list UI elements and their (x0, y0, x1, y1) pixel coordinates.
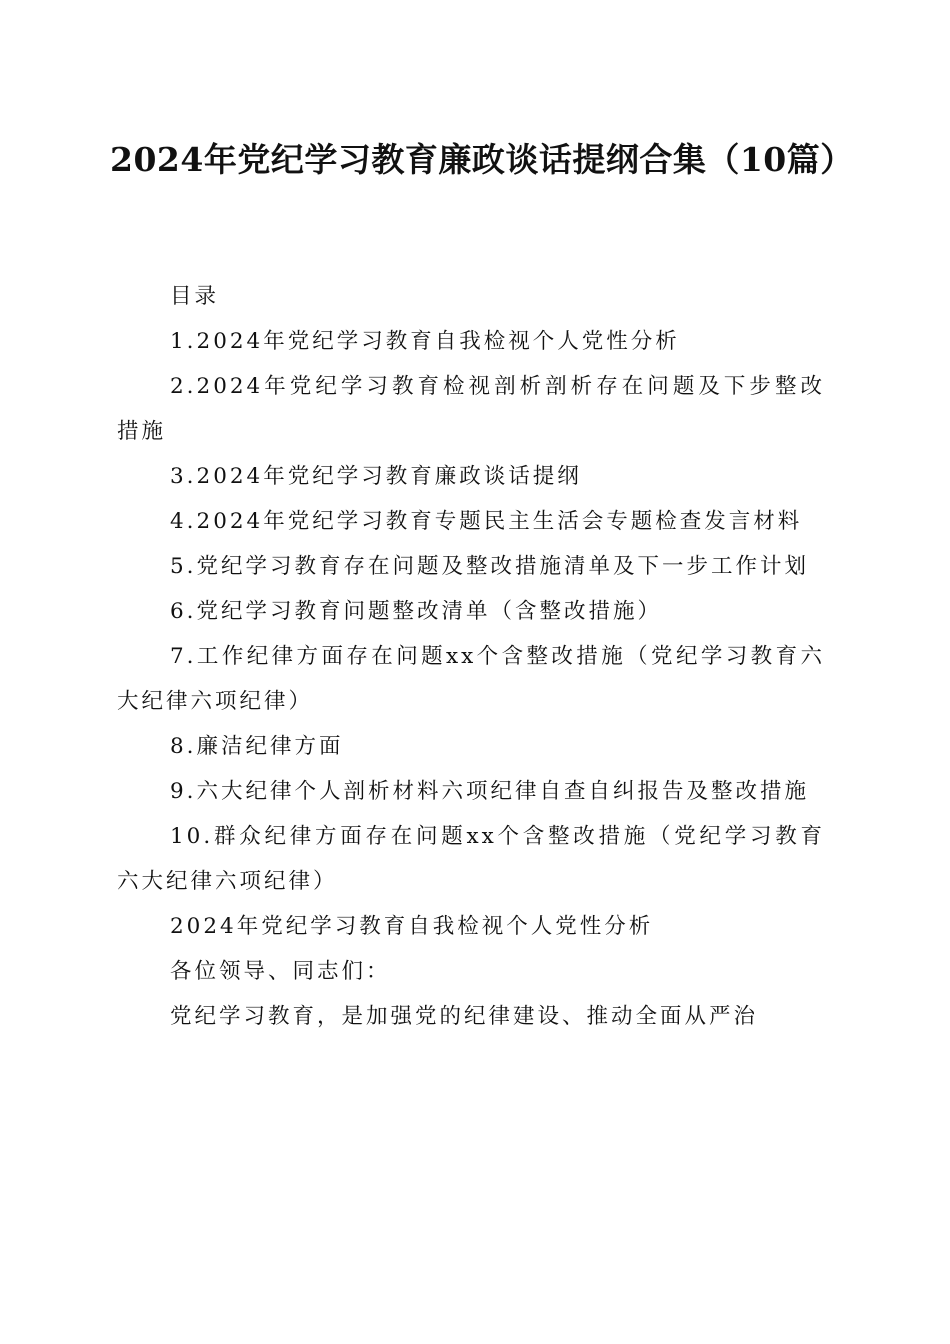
toc-item: 2.2024年党纪学习教育检视剖析剖析存在问题及下步整改措施 (117, 374, 825, 444)
document-body (117, 274, 825, 1039)
toc-item: 5.党纪学习教育存在问题及整改措施清单及下一步工作计划 (170, 554, 810, 579)
greeting: 各位领导、同志们： (170, 959, 391, 984)
toc-item: 7.工作纪律方面存在问题xx个含整改措施（党纪学习教育六大纪律六项纪律） (117, 644, 825, 714)
toc-item: 8.廉洁纪律方面 (170, 734, 344, 759)
opening-paragraph: 党纪学习教育，是加强党的纪律建设、推动全面从严治 (170, 1004, 759, 1029)
toc-item: 1.2024年党纪学习教育自我检视个人党性分析 (170, 329, 680, 354)
section-title: 2024年党纪学习教育自我检视个人党性分析 (170, 914, 654, 939)
toc-item: 10.群众纪律方面存在问题xx个含整改措施（党纪学习教育六大纪律六项纪律） (117, 824, 825, 894)
toc-item: 6.党纪学习教育问题整改清单（含整改措施） (170, 599, 663, 624)
toc-item: 3.2024年党纪学习教育廉政谈话提纲 (170, 464, 582, 489)
document-title: 2024年党纪学习教育廉政谈话提纲合集（10篇） (110, 140, 854, 179)
toc-item: 4.2024年党纪学习教育专题民主生活会专题检查发言材料 (170, 509, 803, 534)
toc-item: 9.六大纪律个人剖析材料六项纪律自查自纠报告及整改措施 (170, 779, 810, 804)
toc-heading: 目录 (170, 284, 220, 309)
